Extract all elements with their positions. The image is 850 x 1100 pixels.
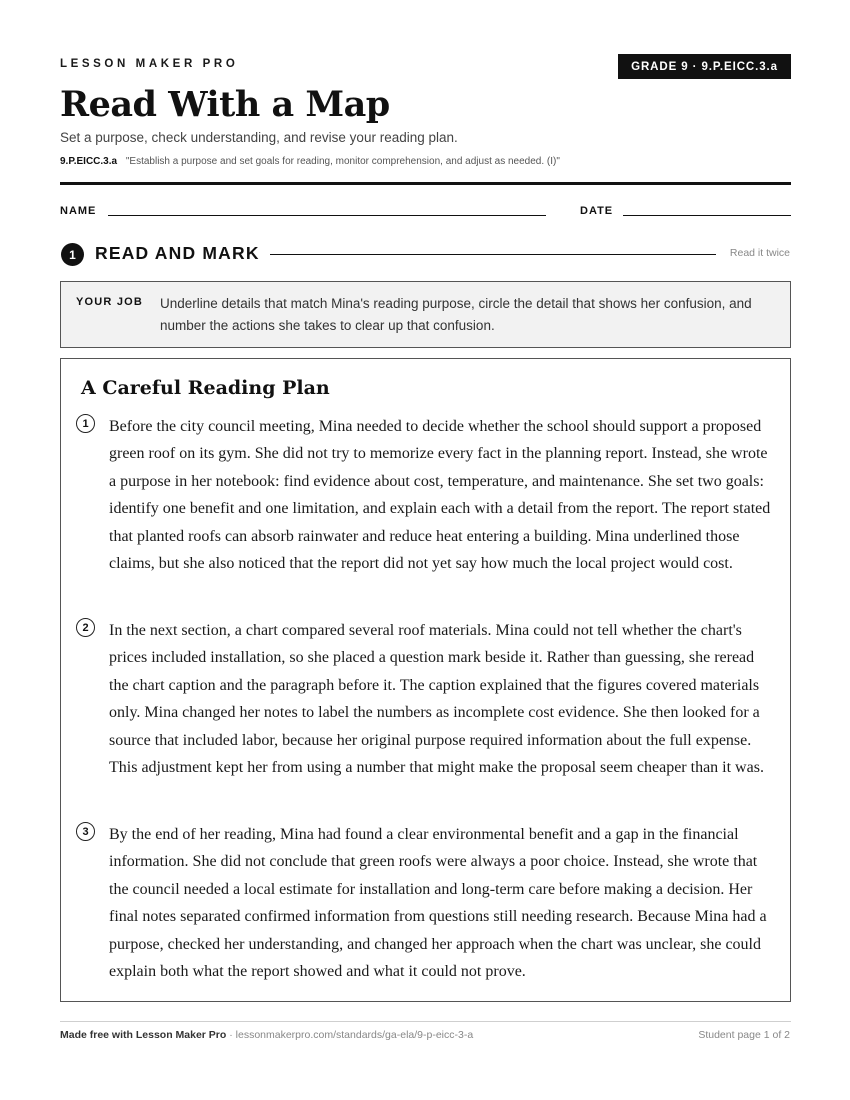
grade-badge: GRADE 9 · 9.P.EICC.3.a (618, 54, 791, 79)
paragraph-number-badge: 1 (76, 414, 95, 433)
standard-code: 9.P.EICC.3.a (60, 156, 118, 167)
paragraph-text: In the next section, a chart compared several roof materials. Mina could not tell whether the chart's prices included installation, so she placed a question mark beside it. Rather than guessing, she reread the chart caption and the paragraph before it. The caption explained that the figures covered materials only. Mina changed her notes to label the numbers as incomplete cost evidence. She then looked for a source that included labor, because her original purpose required information about the full expense. This adjustment kept her from using a number that might make the proposal seem cheaper than it was. (109, 622, 764, 777)
footer-url[interactable]: · lessonmakerpro.com/standards/ga-ela/9-p-eicc-3-a (229, 1029, 474, 1041)
your-job-box (60, 281, 791, 348)
footer-divider (60, 1021, 791, 1022)
standard-line (60, 156, 560, 167)
section-number-badge: 1 (61, 243, 84, 266)
your-job-label: YOUR JOB (76, 296, 144, 308)
paragraph-text: Before the city council meeting, Mina needed to decide whether the school should support a proposed green roof on its gym. She did not try to memorize every fact in the planning report. Instead, she wrote a purpose in her notebook: find evidence about cost, temperature, and maintenance. She set two goals: identify one benefit and one limitation, and explain each with a detail from the report. The report stated that planted roofs can absorb rainwater and reduce heat entering a building. Mina underlined those claims, but she also noticed that the report did not yet say how much the local project would cost. (109, 418, 771, 573)
paragraph-number-badge: 2 (76, 618, 95, 637)
name-field[interactable] (108, 215, 546, 216)
your-job-text: Underline details that match Mina's reading purpose, circle the detail that shows her confusion, and number the actions she takes to clear up that confusion. (160, 296, 752, 333)
section-title: READ AND MARK (95, 243, 260, 263)
reading-passage-box (60, 358, 791, 1002)
date-field[interactable] (623, 215, 791, 216)
section-divider (270, 254, 716, 255)
section-note: Read it twice (729, 247, 790, 259)
paragraph-number-badge: 3 (76, 822, 95, 841)
page-title: Read With a Map (60, 84, 390, 125)
standard-text: "Establish a purpose and set goals for reading, monitor comprehension, and adjust as needed. (I)" (125, 156, 560, 167)
date-label: DATE (580, 205, 614, 217)
footer-credit (60, 1029, 473, 1041)
page-subtitle: Set a purpose, check understanding, and revise your reading plan. (60, 130, 458, 145)
name-label: NAME (60, 205, 97, 217)
brand-name: LESSON MAKER PRO (60, 58, 239, 70)
footer-page-number: Student page 1 of 2 (698, 1029, 790, 1041)
paragraph-text: By the end of her reading, Mina had found a clear environmental benefit and a gap in the financial information. She did not conclude that green roofs were always a poor choice. Instead, she wrote that the council needed a local estimate for installation and long-term care before making a decision. Her final notes separated confirmed information from questions still needing research. Because Mina had a purpose, checked her understanding, and changed her approach when the chart was unclear, she could explain both what the report showed and what it could not prove. (109, 826, 767, 981)
header-divider (60, 182, 791, 185)
footer-made-with: Made free with Lesson Maker Pro (60, 1029, 227, 1041)
passage-title: A Careful Reading Plan (81, 377, 330, 399)
